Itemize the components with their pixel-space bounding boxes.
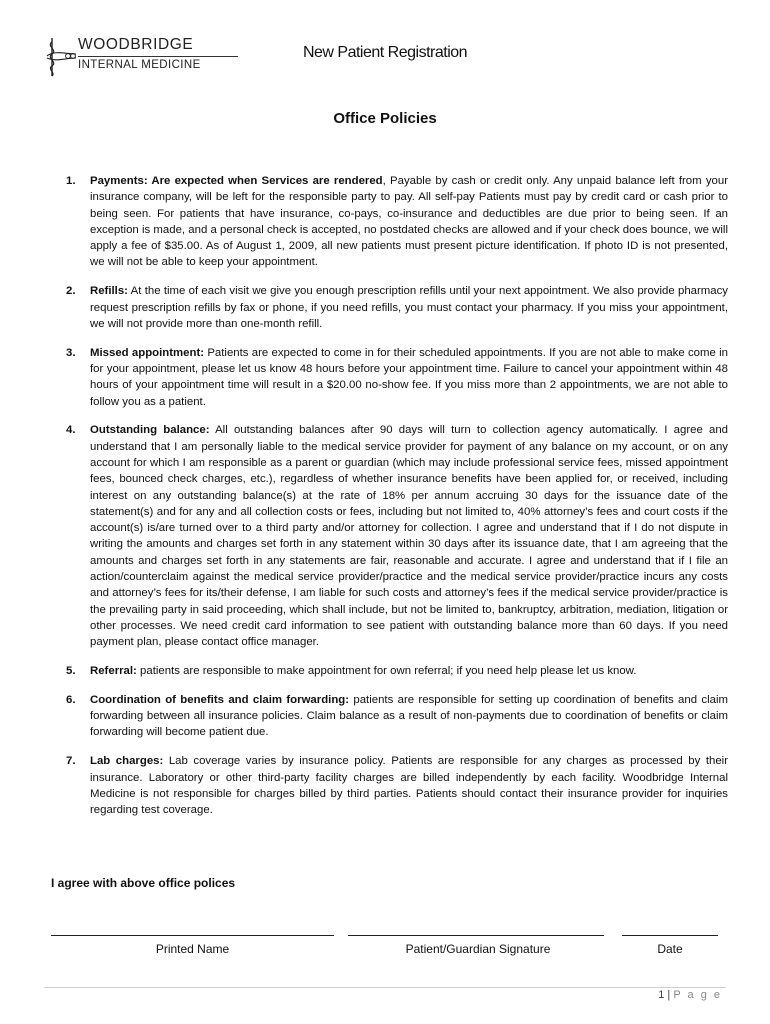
policy-number: 7.: [66, 755, 76, 768]
logo-subtitle: INTERNAL MEDICINE: [78, 59, 201, 71]
policy-number: 4.: [66, 424, 76, 437]
policy-text: Lab coverage varies by insurance policy. Patients are responsible for any charges as processed by their insurance. Laboratory or other third-party facility charges are billed independently by each facility. Woodbridge Internal Medicine is not responsible for charges billed by third parties. Patients should contact their insurance provider for inquiries regarding test coverage.: [90, 755, 728, 817]
policy-label: Referral:: [90, 665, 137, 678]
policy-label: Payments: Are expected when Services are rendered: [90, 175, 383, 187]
policy-label: Coordination of benefits and claim forwarding:: [90, 693, 350, 706]
date-label: Date: [657, 942, 683, 956]
policy-item: [66, 283, 728, 332]
policy-label: Missed appointment:: [90, 346, 205, 359]
policy-text: All outstanding balances after 90 days will turn to collection agency automatically. I agree and understand that I am personally liable to the medical service provider for payment of any balance on my account, or on any account for which I am responsible as a parent or guardian (which may include professional service fees, missed appointment fees, bounced check charges, etc.), regardless of whether insurance benefits have been applied for, or received, including interest on any outstanding balance(s) at the rate of 18% per annum accruing 30 days for the issuance date of the statement(s) and for any and all collection costs or fees, including but not limited to, 40% attorney’s fees and court costs if the account(s) is/are turned over to a third party and/or attorney for collection. I agree and understand that if I do not dispute in writing the amounts and charges set forth in any statement within 30 days after its issuance date, that I am agreeing that the amounts and charges set forth in any statements are fair, reasonable and accurate. I agree and understand that if I file an action/counterclaim against the medical service provider/practice and the medical service provider/practice incurs any costs and attorney’s fees for its/their defense, I am liable for such costs and attorney’s fees if the medical service provider/practice is the prevailing party in said proceeding, which shall include, but not be limited to, bankruptcy, arbitration, mediation, litigation or other processes. We need credit card information to see patient with outstanding balance more than 60 days. If you need payment plan, please contact office manager.: [90, 424, 728, 649]
policy-item: [66, 692, 728, 741]
signature-line[interactable]: [348, 935, 604, 936]
policy-item: [66, 173, 728, 271]
policy-body: [90, 173, 728, 271]
policy-body: [90, 692, 728, 741]
printed-name-label: Printed Name: [155, 942, 230, 956]
policy-body: [90, 345, 728, 410]
policy-item: [66, 753, 728, 818]
policy-number: 6.: [66, 693, 76, 706]
agreement-statement: I agree with above office polices: [51, 876, 236, 890]
policy-body: [90, 422, 728, 650]
form-title-text: New Patient Registration: [302, 44, 468, 61]
printed-name-line[interactable]: [51, 935, 334, 936]
policy-label: Lab charges:: [90, 755, 164, 768]
section-title: Office Policies: [333, 110, 437, 127]
policy-number: 1.: [66, 175, 76, 187]
policy-text: At the time of each visit we give you enough prescription refills until your next appointment. We also provide pharmacy request prescription refills by fax or phone, if you need refills, you must contact your pharmacy. If you miss your appointment, we will not provide more than one-month refill.: [90, 285, 728, 330]
policy-item: [66, 422, 728, 650]
form-title: [0, 44, 770, 62]
policy-body: [90, 753, 728, 818]
date-line[interactable]: [622, 935, 718, 936]
policy-item: [66, 345, 728, 410]
policy-number: 5.: [66, 665, 76, 678]
footer-divider: [44, 987, 726, 988]
policy-text: patients are responsible to make appointment for own referral; if you need help please let us know.: [136, 665, 637, 678]
policy-text: , Payable by cash or credit only. Any unpaid balance left from your insurance company, will be left for the responsible party to pay. All self-pay Patients must pay by credit card or cash prior to being seen. For patients that have insurance, co-pays, co-insurance and deductibles are due prior to being seen. If an exception is made, and a personal check is accepted, no postdated checks are allowed and if your check does bounce, we will apply a fee of $35.00. As of August 1, 2009, all new patients must present picture identification. If photo ID is not presented, we will not be able to keep your appointment.: [90, 175, 728, 269]
policy-text: Patients are expected to come in for their scheduled appointments. If you are not able to make come in for your appointment, please let us know 48 hours before your appointment time. Failure to cancel your appointment within 48 hours of your appointment time will result in a $20.00 no-show fee. If you miss more than 2 appointments, we are not able to follow you as a patient.: [90, 346, 728, 408]
policy-text: patients are responsible for setting up coordination of benefits and claim forwarding between all insurance policies. Claim balance as a result of non-payments due to coordination of benefits or claim forwarding will become patient due.: [90, 693, 728, 739]
policy-body: [90, 663, 728, 679]
policy-label: Outstanding balance:: [90, 424, 210, 437]
policy-body: [90, 283, 728, 332]
page-number: 1: [658, 989, 665, 1001]
policy-number: 3.: [66, 346, 76, 359]
policy-label: Refills:: [90, 285, 128, 298]
logo-name: WOODBRIDGE: [78, 36, 194, 53]
policy-list: [66, 173, 728, 831]
page-word: P a g e: [673, 989, 722, 1001]
page-footer: [658, 989, 722, 1001]
page-separator: |: [667, 989, 671, 1001]
signature-label: Patient/Guardian Signature: [405, 942, 551, 956]
policy-item: [66, 663, 728, 679]
policy-number: 2.: [66, 285, 76, 298]
